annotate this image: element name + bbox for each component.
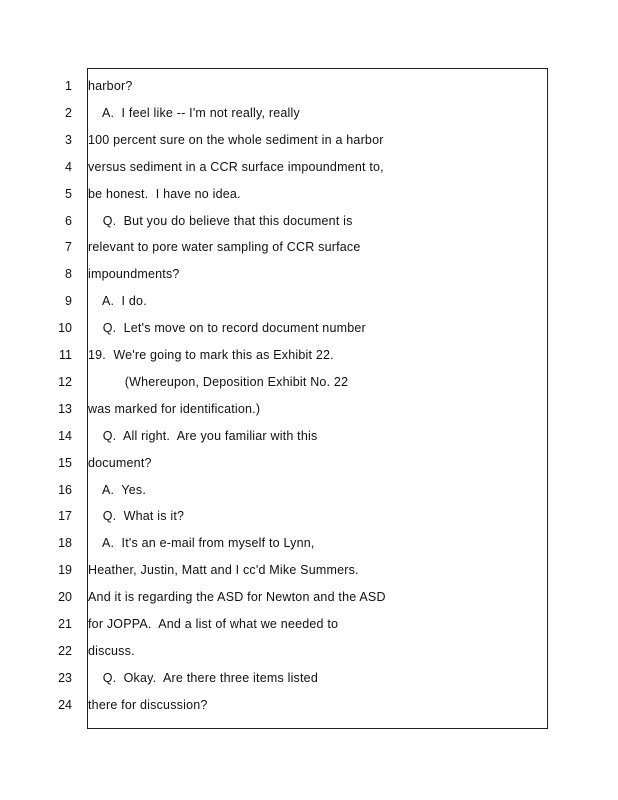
transcript-line: 19. We're going to mark this as Exhibit 22. [88,348,334,362]
transcript-line: A. I do. [88,294,147,308]
transcript-line: be honest. I have no idea. [88,187,241,201]
line-number-column [0,0,80,800]
line-number: 22 [58,644,72,658]
line-number: 6 [65,214,72,228]
line-number: 18 [58,536,72,550]
transcript-line: harbor? [88,79,133,93]
transcript-line: A. I feel like -- I'm not really, really [88,106,300,120]
transcript-line: impoundments? [88,267,180,281]
line-number: 17 [58,509,72,523]
line-number: 10 [58,321,72,335]
line-number: 5 [65,187,72,201]
transcript-line: for JOPPA. And a list of what we needed to [88,617,339,631]
line-number: 23 [58,671,72,685]
transcript-line: Q. All right. Are you familiar with this [88,429,318,443]
transcript-line: Q. But you do believe that this document is [88,214,353,228]
transcript-line: was marked for identification.) [88,402,261,416]
line-number: 24 [58,698,72,712]
line-number: 21 [58,617,72,631]
line-number: 1 [65,79,72,93]
transcript-line: document? [88,456,152,470]
line-number: 13 [58,402,72,416]
line-number: 15 [58,456,72,470]
transcript-line: A. Yes. [88,483,146,497]
transcript-line: Q. Let's move on to record document number [88,321,366,335]
transcript-line: Q. Okay. Are there three items listed [88,671,318,685]
line-number: 4 [65,160,72,174]
transcript-line: versus sediment in a CCR surface impoundment to, [88,160,384,174]
transcript-line: (Whereupon, Deposition Exhibit No. 22 [88,375,349,389]
line-number: 11 [59,348,72,362]
line-number: 2 [65,106,72,120]
transcript-line: And it is regarding the ASD for Newton and the ASD [88,590,386,604]
transcript-line: discuss. [88,644,135,658]
line-number: 14 [58,429,72,443]
line-number: 7 [65,240,72,254]
transcript-line: Heather, Justin, Matt and I cc'd Mike Summers. [88,563,359,577]
line-number: 12 [58,375,72,389]
line-number: 20 [58,590,72,604]
transcript-line: there for discussion? [88,698,208,712]
transcript-line: Q. What is it? [88,509,185,523]
line-number: 16 [58,483,72,497]
transcript-line: relevant to pore water sampling of CCR surface [88,240,361,254]
transcript-line: A. It's an e-mail from myself to Lynn, [88,536,315,550]
line-number: 19 [58,563,72,577]
transcript-line: 100 percent sure on the whole sediment in a harbor [88,133,384,147]
line-number: 9 [65,294,72,308]
line-number: 3 [65,133,72,147]
line-number: 8 [65,267,72,281]
